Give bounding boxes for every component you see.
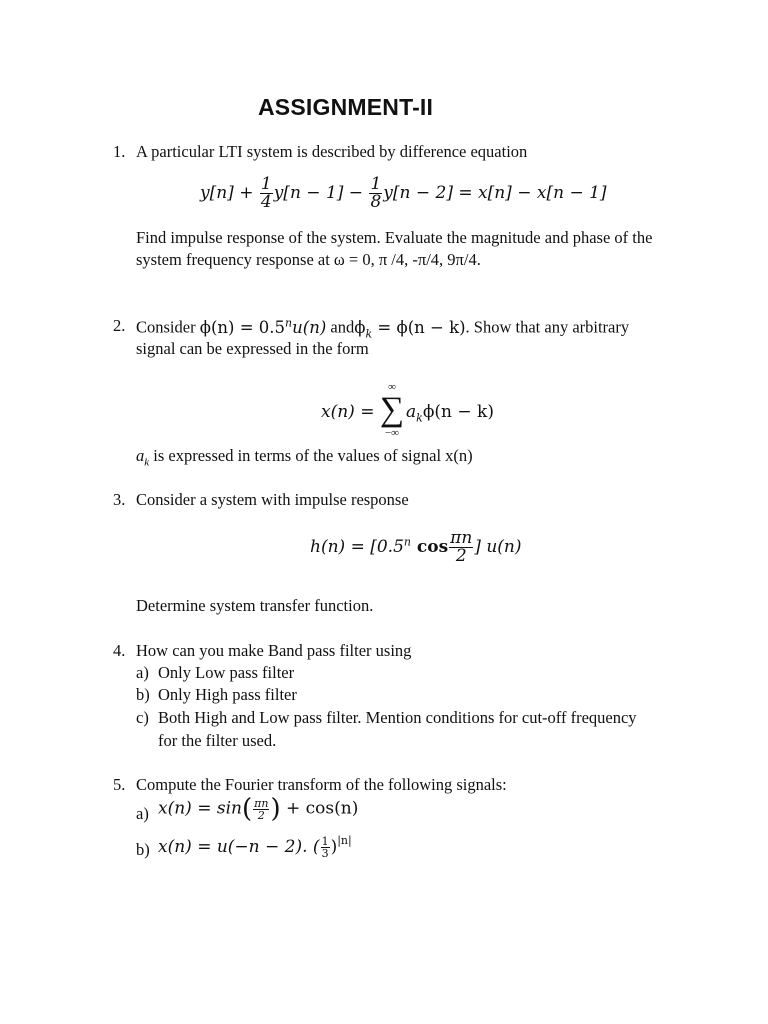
q5-b-den: 3 (321, 847, 329, 860)
q1-frac1-num: 1 (260, 174, 272, 194)
q1-frac2-num: 1 (370, 174, 382, 194)
q3-frac-den: 2 (455, 546, 467, 566)
q2-eq-lhs: x(n) = (321, 402, 375, 422)
q2-phik-sub: k (365, 326, 373, 340)
q5-a-frac (253, 798, 269, 821)
q2-after: . Show that any arbitrary (465, 317, 630, 337)
q1-equation (200, 176, 607, 211)
q1-eq-part2: y[n − 1] − (273, 183, 369, 203)
q4-c-text2: for the filter used. (158, 731, 277, 750)
q1-frac2-den: 8 (370, 192, 382, 212)
q5-a-lhs: x(n) = sin (158, 798, 242, 819)
q5-b-equation (158, 834, 352, 859)
q1-line2: Find impulse response of the system. Evaluate the magnitude and phase of the (136, 228, 653, 247)
q1-line3: system frequency response at ω = 0, π /4, -π/4, 9π/4. (136, 250, 481, 269)
q2-summation (378, 381, 406, 439)
q2-phi-def: ϕ(n) = 0.5 (199, 317, 286, 337)
q5-number: 5. (113, 775, 126, 794)
q5-b-frac (321, 836, 330, 859)
q4-text: How can you make Band pass filter using (136, 641, 412, 660)
q2-sum-symbol: ∑ (379, 391, 405, 428)
q3-equation (310, 530, 522, 565)
q2-sum-top: ∞ (388, 381, 396, 393)
q2-phi-u: u(n) (292, 317, 327, 337)
q2-phi-exp: n (285, 316, 293, 329)
q4-c-label: c) (136, 708, 149, 727)
q4-number: 4. (113, 641, 126, 660)
q2-phik-definition (354, 317, 466, 340)
q3-frac-num: πn (450, 528, 473, 548)
q2-phik-def: = ϕ(n − k) (372, 317, 466, 337)
q3-eq-rhs: ] u(n) (474, 537, 522, 557)
q4-b-label: b) (136, 685, 150, 704)
q5-b-exp: |n| (337, 834, 352, 847)
q2-eq-phi: ϕ(n − k) (422, 402, 494, 422)
q1-frac1-den: 4 (260, 192, 272, 212)
q3-line2: Determine system transfer function. (136, 596, 374, 615)
q1-eq-part1: y[n] + (200, 183, 259, 203)
q3-eq-cos: cos (410, 537, 449, 557)
q2-number: 2. (113, 316, 126, 335)
q3-number: 3. (113, 490, 126, 509)
q2-consider: Consider (136, 317, 200, 337)
q2-line3 (136, 446, 473, 468)
q3-text: Consider a system with impulse response (136, 490, 409, 509)
q3-frac (449, 530, 473, 565)
q2-sum-bottom: −∞ (384, 427, 400, 439)
q1-frac1 (260, 176, 273, 211)
q2-and: and (326, 317, 355, 337)
q2-phik: ϕ (354, 317, 366, 337)
q5-a-num: πn (254, 796, 269, 810)
q4-a-label: a) (136, 663, 149, 682)
q5-b-lhs: x(n) = u(−n − 2). ( (158, 837, 320, 857)
q5-b-num: 1 (321, 835, 329, 848)
q2-line2: signal can be expressed in the form (136, 339, 369, 358)
q2-eq-rhs (406, 402, 494, 424)
q5-a-label: a) (136, 804, 149, 823)
q1-number: 1. (113, 142, 126, 161)
page-title: ASSIGNMENT-II (258, 94, 434, 120)
q5-b-rhs: ) (330, 837, 338, 857)
q1-eq-part3: y[n − 2] = x[n] − x[n − 1] (383, 183, 607, 203)
q1-frac2 (369, 176, 382, 211)
q3-eq-exp: n (403, 535, 411, 549)
q4-b-text: Only High pass filter (158, 685, 297, 704)
q5-b-label: b) (136, 840, 150, 859)
q1-text: A particular LTI system is described by difference equation (136, 142, 528, 161)
q3-eq-lhs: h(n) = [0.5 (310, 537, 404, 557)
q5-a-rhs: + cos(n) (280, 798, 359, 819)
q4-a-text: Only Low pass filter (158, 663, 295, 682)
q5-a-den: 2 (257, 808, 265, 822)
q5-a-equation: x(n) = sin( $\frac{\pi n}{2}$ ) + cos(n) (158, 794, 359, 824)
q4-c-text: Both High and Low pass filter. Mention conditions for cut-off frequency (158, 708, 637, 727)
q2-eq-a-sub: k (416, 411, 423, 425)
q2-phi-definition (200, 318, 327, 337)
q2-line1 (136, 316, 629, 340)
q5-text: Compute the Fourier transform of the following signals: (136, 775, 507, 794)
q2-ak-sub: k (144, 456, 150, 469)
q2-ak-text: is expressed in terms of the values of signal x(n) (149, 446, 473, 465)
q2-eq-a: a (406, 402, 417, 422)
q2-ak: a (136, 446, 145, 465)
